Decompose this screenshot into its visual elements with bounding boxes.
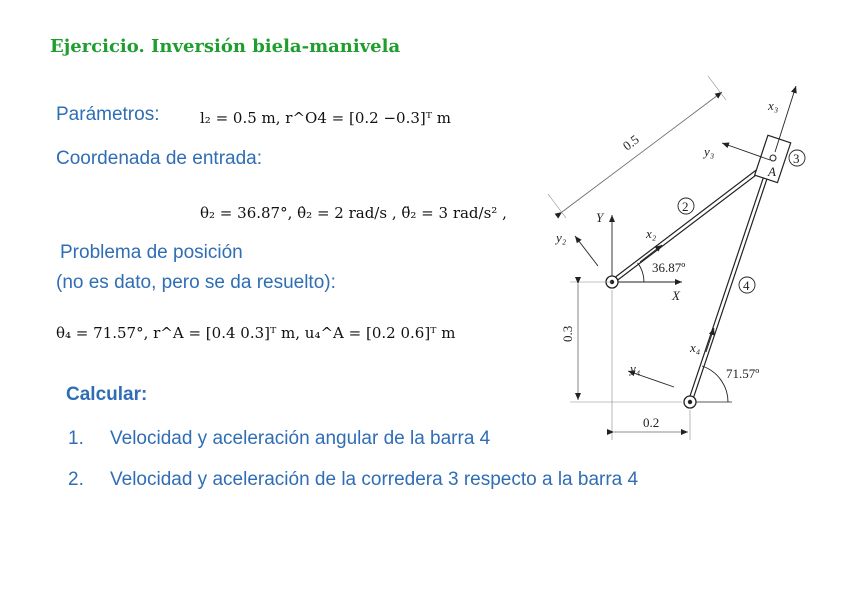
circle-4-label: 4: [743, 278, 750, 293]
label-y4: y₄: [630, 361, 641, 376]
coordenada-formula: θ₂ = 36.87°, θ̇₂ = 2 rad/s , θ̈₂ = 3 rad/s² ,: [200, 204, 507, 222]
calcular-item-2-num: 2.: [68, 469, 84, 490]
point-a-label: A: [768, 164, 776, 179]
ext-line-05-a: [548, 194, 566, 218]
calcular-item-1: Velocidad y aceleración angular de la barra 4: [110, 428, 491, 449]
angle-4-label: 71.57º: [726, 366, 760, 381]
posicion-formula: θ₄ = 71.57°, r^A = [0.4 0.3]ᵀ m, u₄^A = [0.2 0.6]ᵀ m: [56, 324, 456, 342]
axis-y2: [575, 236, 598, 266]
posicion-line2: (no es dato, pero se da resuelto):: [56, 272, 336, 293]
calcular-item-1-num: 1.: [68, 428, 84, 449]
calcular-label: Calcular:: [66, 384, 148, 405]
parametros-formula: l₂ = 0.5 m, r^O4 = [0.2 −0.3]ᵀ m: [200, 109, 452, 127]
circle-2-label: 2: [682, 199, 689, 214]
dim-line-05: [562, 92, 722, 212]
bar-2-inner: [612, 162, 770, 282]
page-title: Ejercicio. Inversión biela-manivela: [50, 36, 401, 57]
parametros-label: Parámetros:: [56, 104, 160, 125]
label-x3: x₃: [768, 98, 779, 113]
label-y2: y₂: [556, 230, 567, 245]
label-y3: y₃: [704, 144, 715, 159]
pin-a: [770, 155, 776, 161]
pivot-o4-center: [688, 400, 692, 404]
calcular-item-2: Velocidad y aceleración de la corredera 3 respecto a la barra 4: [110, 469, 639, 490]
dim-03-label: 0.3: [560, 325, 575, 342]
axis-x-label: X: [672, 288, 680, 303]
axis-y-label: Y: [596, 210, 604, 225]
label-x2: x₂: [646, 226, 657, 241]
label-x4: x₄: [690, 340, 701, 355]
angle-arc-2: [638, 263, 644, 282]
dim-02-label: 0.2: [643, 415, 660, 430]
circle-3-label: 3: [793, 151, 800, 166]
ext-line-05-b: [708, 76, 726, 100]
posicion-line1: Problema de posición: [60, 242, 243, 263]
angle-arc-4: [702, 366, 728, 402]
dim-05-label: 0.5: [619, 131, 642, 154]
coordenada-label: Coordenada de entrada:: [56, 148, 262, 169]
angle-2-label: 36.87º: [652, 260, 686, 275]
